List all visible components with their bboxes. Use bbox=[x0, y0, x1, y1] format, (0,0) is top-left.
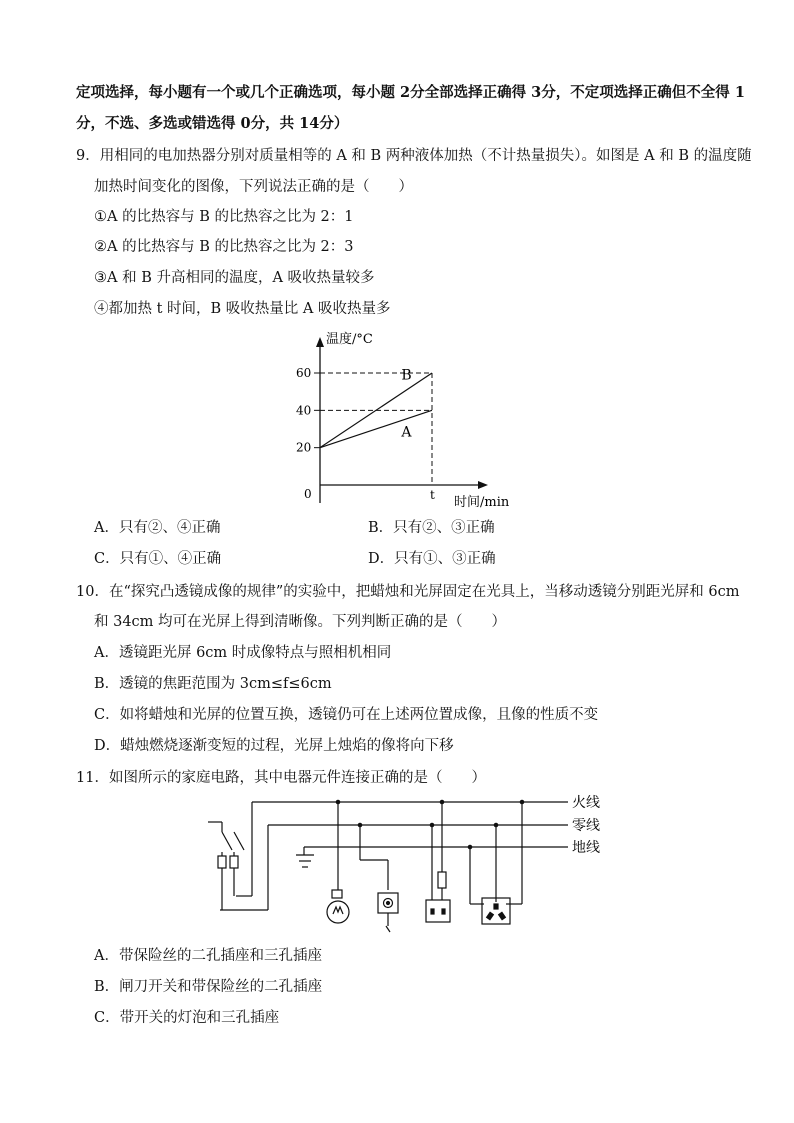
knife-switch bbox=[208, 822, 244, 910]
q9-statement-4: ④都加热 t 时间，B 吸收热量比 A 吸收热量多 bbox=[94, 301, 391, 317]
household-circuit-diagram bbox=[200, 792, 620, 934]
live-wire-label: 火线 bbox=[572, 795, 600, 811]
y-tick-label-20: 20 bbox=[296, 440, 312, 455]
q9-option-b: B．只有②、③正确 bbox=[368, 520, 495, 536]
series-line-A bbox=[320, 410, 432, 447]
q10-option-c: C．如将蜡烛和光屏的位置互换，透镜仍可在上述两位置成像，且像的性质不变 bbox=[94, 707, 599, 723]
section-instruction-line-2: 分，不选、多选或错选得 0分，共 14分） bbox=[76, 115, 349, 132]
x-axis-arrow bbox=[478, 481, 488, 489]
q9-option-c: C．只有①、④正确 bbox=[94, 551, 222, 567]
q9-statement-1: ①A 的比热容与 B 的比热容之比为 2：1 bbox=[94, 209, 354, 225]
y-axis-arrow bbox=[316, 337, 324, 347]
x-tick-label-t: t bbox=[430, 488, 435, 502]
q10-option-b: B．透镜的焦距范围为 3cm≤f≤6cm bbox=[94, 676, 332, 692]
x-axis-label: 时间/min bbox=[454, 495, 510, 510]
q9-stem-line-1: 9．用相同的电加热器分别对质量相等的 A 和 B 两种液体加热（不计热量损失）。如图是 A 和 B 的温度随 bbox=[76, 148, 752, 164]
q11-option-a: A．带保险丝的二孔插座和三孔插座 bbox=[94, 948, 322, 964]
ground-wire-label: 地线 bbox=[572, 840, 600, 856]
y-axis-label: 温度/°C bbox=[326, 332, 373, 347]
q10-option-a: A．透镜距光屏 6cm 时成像特点与照相机相同 bbox=[94, 645, 392, 661]
q9-stem-line-2: 加热时间变化的图像，下列说法正确的是（ ） bbox=[94, 179, 413, 195]
y-tick-label-60: 60 bbox=[296, 366, 312, 380]
light-bulb bbox=[327, 890, 349, 923]
q11-stem: 11．如图所示的家庭电路，其中电器元件连接正确的是（ ） bbox=[76, 770, 486, 786]
q9-statement-2: ②A 的比热容与 B 的比热容之比为 2：3 bbox=[94, 239, 354, 255]
q9-statement-3: ③A 和 B 升高相同的温度，A 吸收热量较多 bbox=[94, 270, 375, 286]
q9-option-d: D．只有①、③正确 bbox=[368, 551, 496, 567]
y-tick-label-40: 40 bbox=[296, 403, 312, 418]
q9-option-a: A．只有②、④正确 bbox=[94, 520, 221, 536]
fuse bbox=[438, 872, 446, 888]
q11-option-c: C．带开关的灯泡和三孔插座 bbox=[94, 1010, 280, 1026]
ground-symbol bbox=[296, 847, 314, 867]
neutral-wire-label: 零线 bbox=[572, 818, 600, 834]
two-hole-socket bbox=[426, 900, 450, 922]
temperature-time-chart bbox=[290, 325, 530, 515]
q10-stem-line-2: 和 34cm 均可在光屏上得到清晰像。下列判断正确的是（ ） bbox=[94, 614, 507, 630]
series-label-A: A bbox=[401, 424, 412, 441]
q10-option-d: D．蜡烛燃烧逐渐变短的过程，光屏上烛焰的像将向下移 bbox=[94, 738, 454, 754]
q11-option-b: B．闸刀开关和带保险丝的二孔插座 bbox=[94, 979, 323, 995]
series-label-B: B bbox=[401, 367, 412, 384]
wall-switch bbox=[378, 893, 398, 932]
section-instruction-line-1: 定项选择，每小题有一个或几个正确选项，每小题 2分全部选择正确得 3分，不定项选择正确但不全得 1 bbox=[76, 84, 745, 101]
origin-label: 0 bbox=[304, 487, 312, 501]
q10-stem-line-1: 10．在“探究凸透镜成像的规律”的实验中，把蜡烛和光屏固定在光具上，当移动透镜分别距光屏和 6cm bbox=[76, 584, 740, 600]
